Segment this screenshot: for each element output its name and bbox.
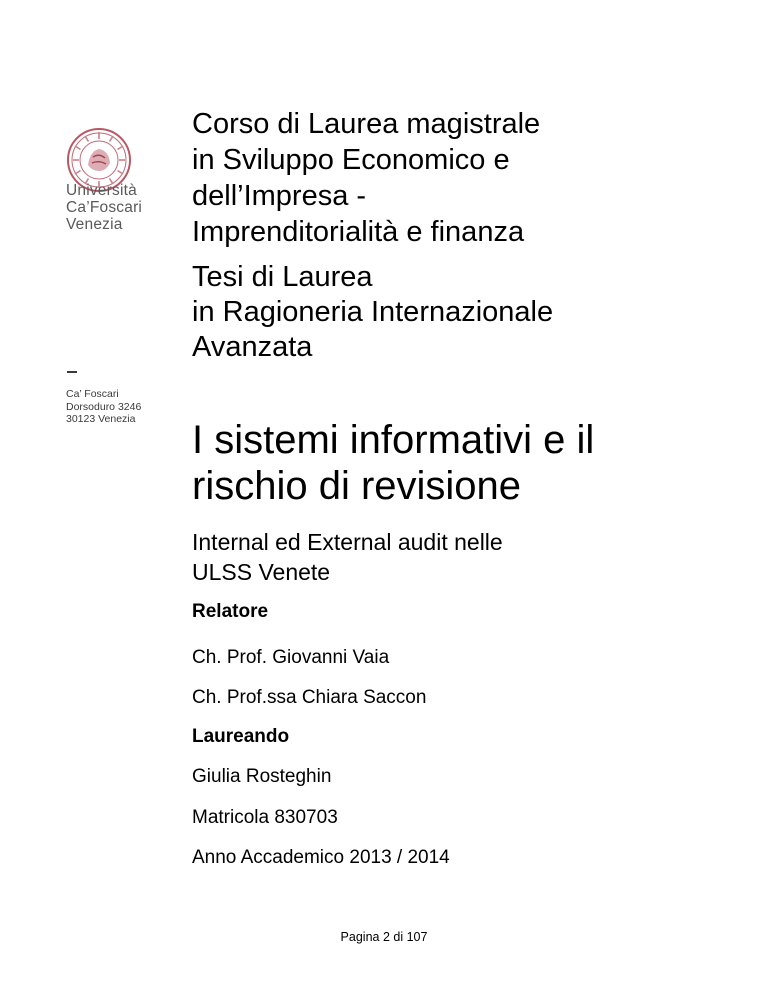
thesis-subtitle <box>192 527 503 587</box>
title-line: rischio di revisione <box>192 464 522 508</box>
relatore-name: Ch. Prof. Giovanni Vaia <box>192 647 390 668</box>
thesis-subject <box>192 260 553 365</box>
course-line: Imprenditorialità e finanza <box>192 216 525 248</box>
university-name-line: Università <box>66 182 137 199</box>
address-line: Ca’ Foscari <box>66 388 119 400</box>
laureando-heading: Laureando <box>192 726 290 747</box>
university-name-line: Venezia <box>66 216 123 233</box>
title-line: I sistemi informativi e il <box>192 418 595 462</box>
thesis-line: in Ragioneria Internazionale <box>192 296 554 328</box>
course-name <box>192 106 540 250</box>
correlatore-name: Ch. Prof.ssa Chiara Saccon <box>192 687 427 708</box>
student-name: Giulia Rosteghin <box>192 766 332 787</box>
page-number: Pagina 2 di 107 <box>340 930 428 944</box>
thesis-line: Avanzata <box>192 331 313 363</box>
address-line: 30123 Venezia <box>66 413 136 425</box>
student-id: Matricola 830703 <box>192 807 338 828</box>
relatore-heading: Relatore <box>192 601 269 622</box>
thesis-title <box>192 417 594 509</box>
thesis-line: Tesi di Laurea <box>192 261 373 293</box>
course-line: in Sviluppo Economico e <box>192 144 510 176</box>
subtitle-line: ULSS Venete <box>192 559 331 585</box>
university-address <box>66 388 141 426</box>
university-name-line: Ca’Foscari <box>66 199 143 216</box>
academic-year: Anno Accademico 2013 / 2014 <box>192 847 450 868</box>
course-line: dell’Impresa - <box>192 180 367 212</box>
subtitle-line: Internal ed External audit nelle <box>192 529 503 555</box>
address-line: Dorsoduro 3246 <box>66 400 142 413</box>
sidebar-divider <box>67 371 77 373</box>
university-name <box>66 182 142 233</box>
course-line: Corso di Laurea magistrale <box>192 108 541 140</box>
